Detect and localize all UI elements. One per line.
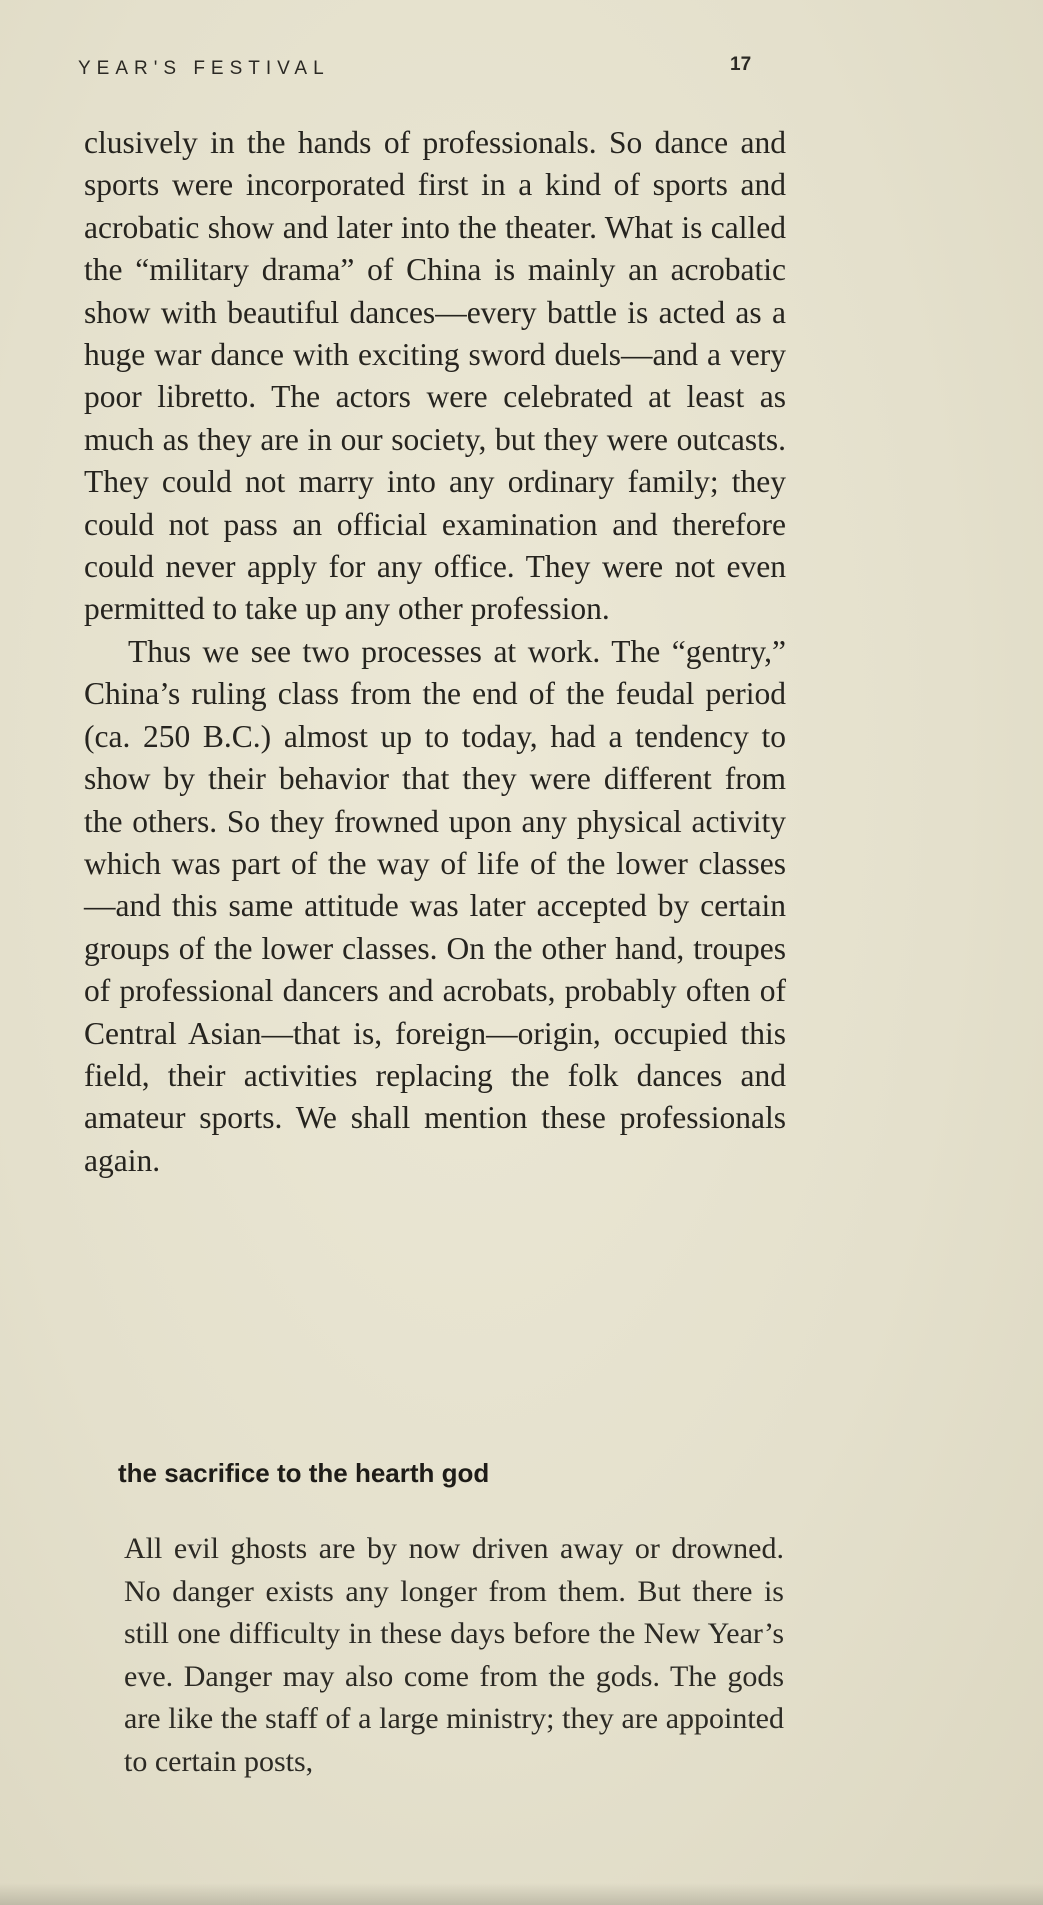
paragraph: All evil ghosts are by now driven away or drowned. No danger exists any longer from them. But there is still one difficulty in these days before the New Year’s eve. Danger may also come from the gods. The gods are like the staff of a large ministry; they are appointed to certain posts, [124,1532,784,1778]
page-number: 17 [730,54,752,75]
paragraph: Thus we see two processes at work. The “gentry,” China’s ruling class from the end of the feudal period (ca. 250 B.C.) almost up to today, had a tendency to show by their behavior that they were different from the others. So they frowned upon any physical activity which was part of the way of life of the lower classes—and this same attitude was later accepted by certain groups of the lower classes. On the other hand, troupes of professional dancers and acrobats, probably often of Central Asian—that is, foreign—origin, occupied this field, their activities replacing the folk dances and amateur sports. We shall mention these professionals again. [84,633,786,1178]
main-text [84,122,786,1182]
section-text [124,1528,784,1784]
running-head: YEAR'S FESTIVAL [78,58,330,79]
paragraph: clusively in the hands of professionals. So dance and sports were incorporated first in a kind of sports and acrobatic show and later into the theater. What is called the “military drama” of China is mainly an acrobatic show with beautiful dances—every battle is acted as a huge war dance with exciting sword duels—and a very poor libretto. The actors were celebrated at least as much as they are in our society, but they were outcasts. They could not marry into any ordinary family; they could not pass an official examination and therefore could never apply for any office. They were not even permitted to take up any other profession. [84,125,786,627]
page-edge-shadow [0,1883,1043,1905]
section-heading: the sacrifice to the hearth god [118,1458,490,1488]
